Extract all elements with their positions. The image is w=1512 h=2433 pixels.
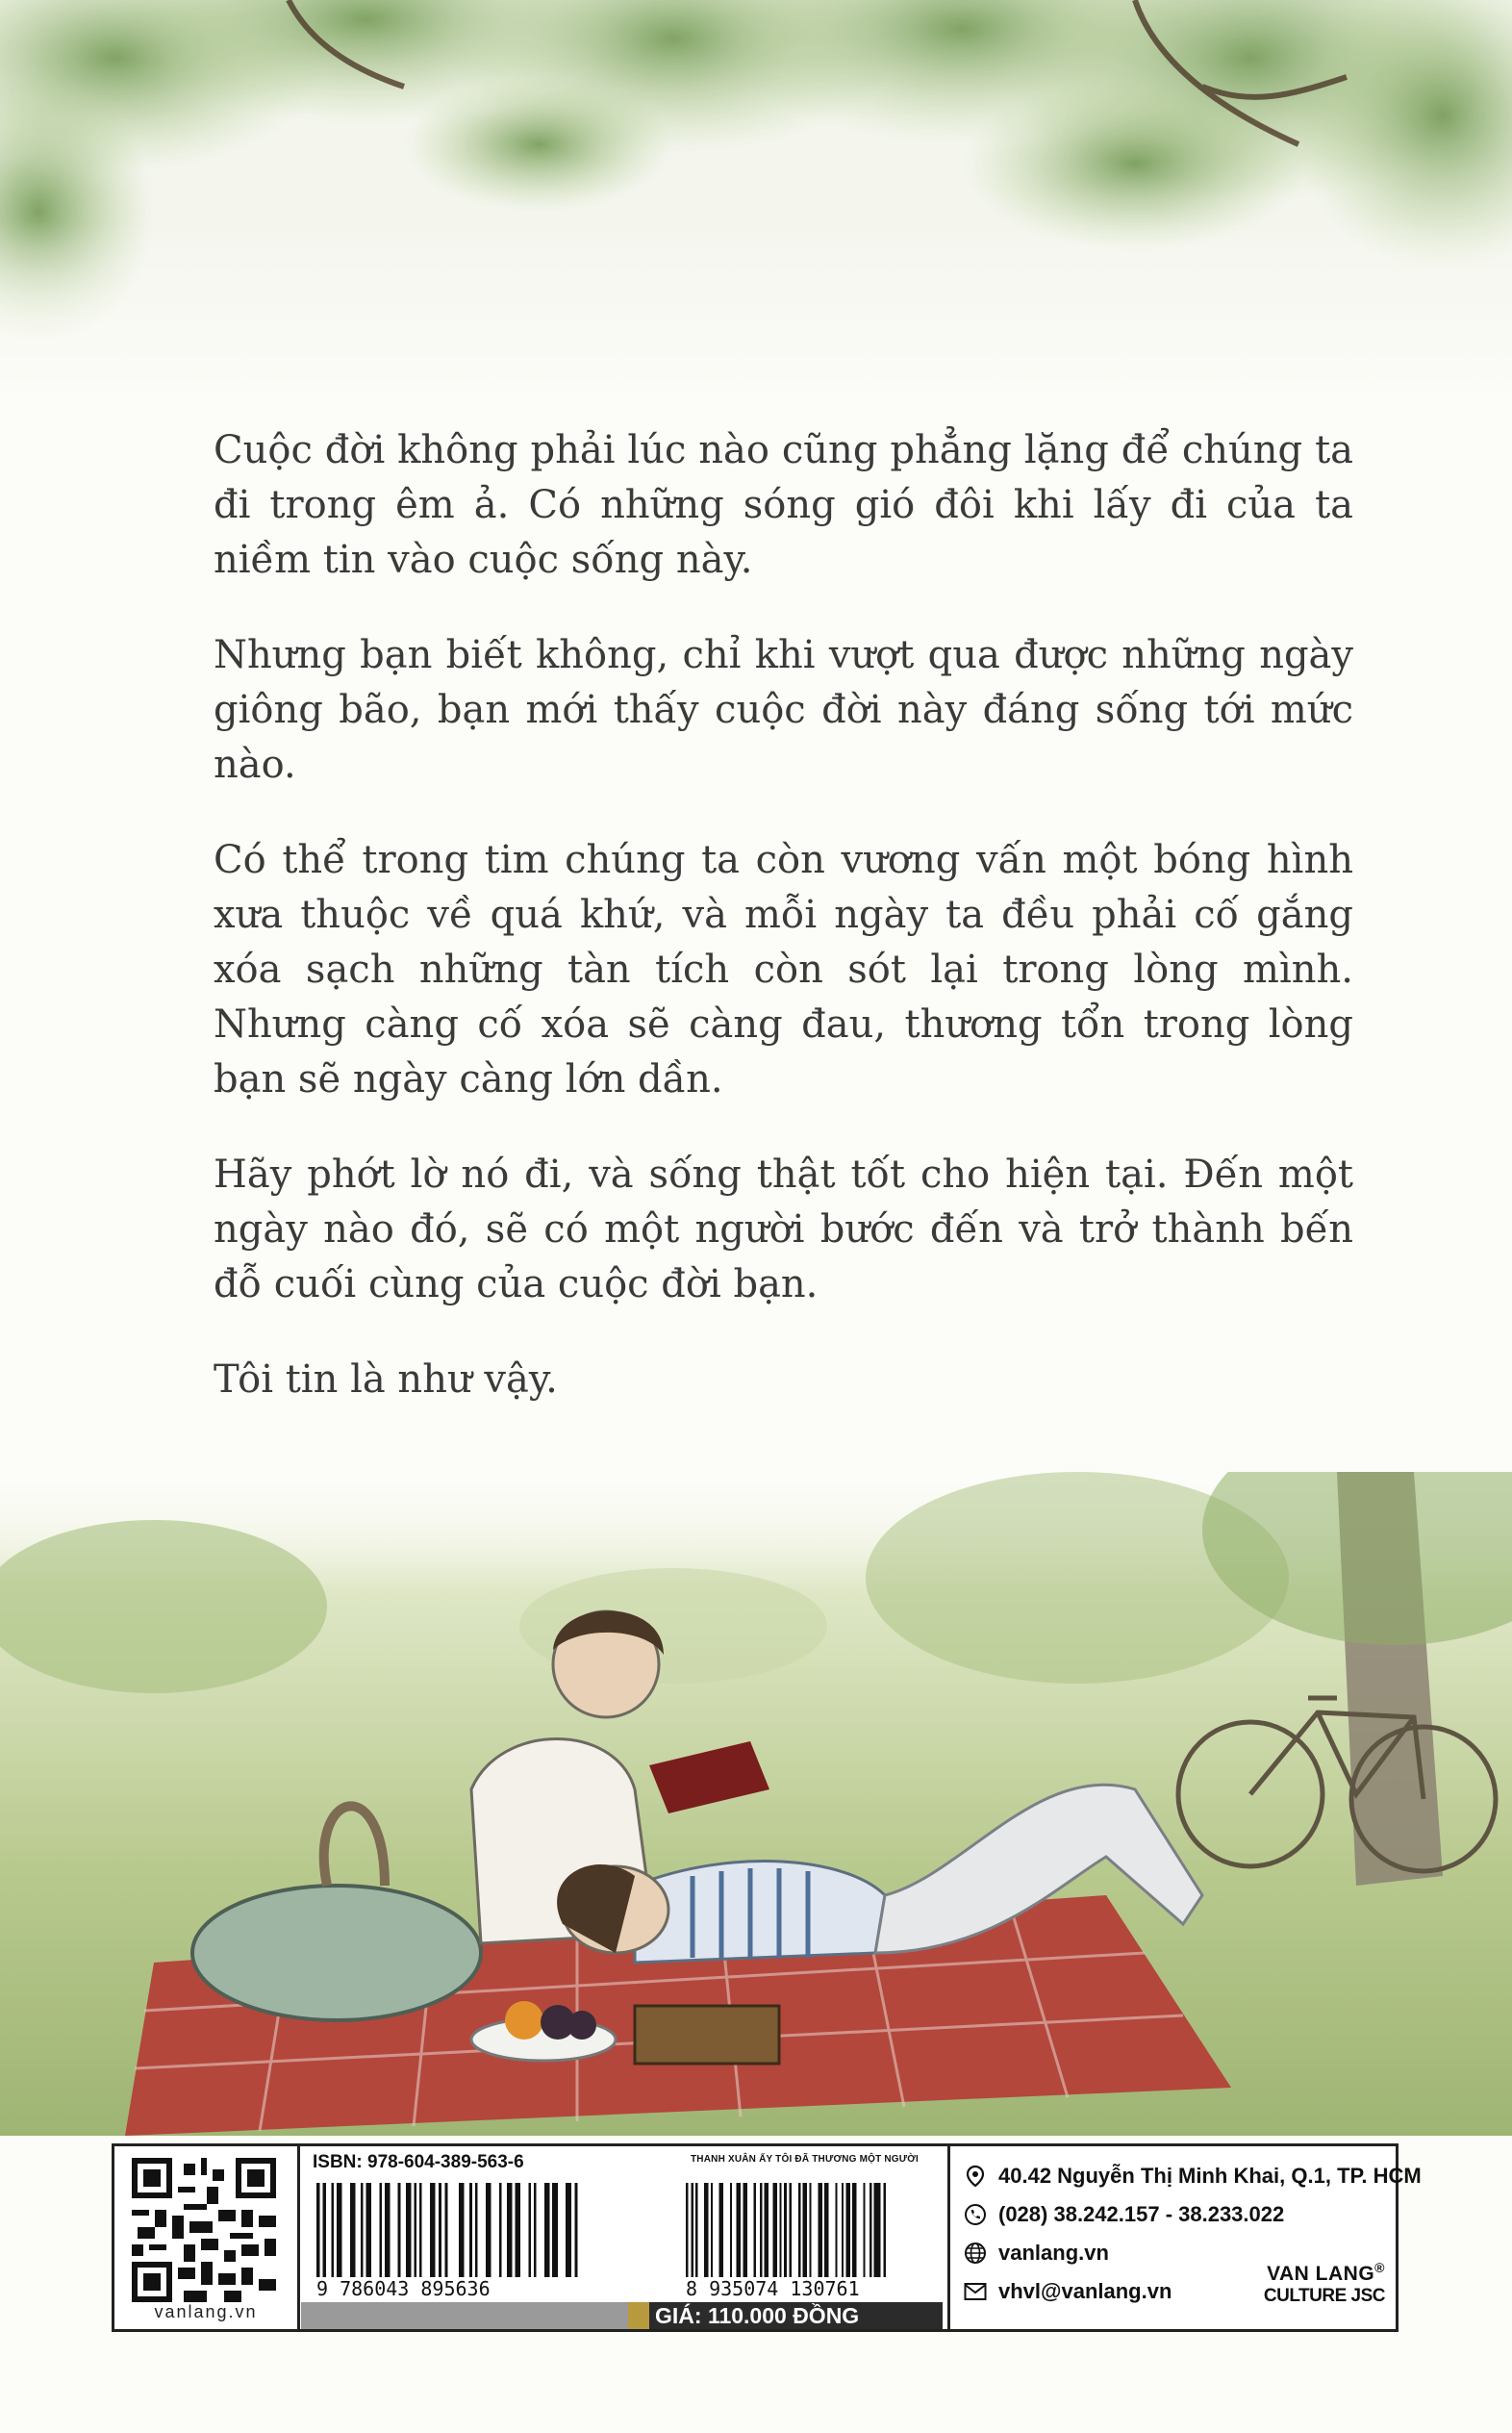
barcode-bar [730, 2183, 732, 2277]
isbn-barcode-digits: 9 786043 895636 [316, 2277, 491, 2300]
barcode-bar [486, 2183, 491, 2277]
barcode-bar [552, 2183, 558, 2277]
price: GIÁ: 110.000 ĐỒNG [655, 2303, 860, 2328]
foliage-illustration [0, 0, 1512, 404]
barcode-bar [365, 2183, 371, 2277]
barcode-bar [824, 2183, 828, 2277]
barcode-bar [331, 2183, 334, 2277]
barcode-bar [869, 2183, 871, 2277]
barcode-bar [842, 2183, 844, 2277]
barcode-bar [695, 2183, 697, 2277]
paragraph: Nhưng bạn biết không, chỉ khi vượt qua được những ngày giông bão, bạn mới thấy cuộc đời này đáng sống tới mức nào. [214, 633, 1353, 787]
barcode-bar [337, 2183, 342, 2277]
website-row [964, 2241, 1109, 2266]
barcode-bar [737, 2183, 741, 2277]
paragraph: Tôi tin là như vậy. [214, 1357, 558, 1402]
barcode-bar [459, 2183, 465, 2277]
address: 40.42 Nguyễn Thị Minh Khai, Q.1, TP. HCM [998, 2164, 1422, 2188]
barcode-bar [574, 2183, 577, 2277]
barcode-bar [469, 2183, 472, 2277]
product-barcode [686, 2183, 926, 2277]
blurb-text [214, 423, 1353, 1448]
isbn-label: ISBN: 978-604-389-563-6 [313, 2152, 524, 2172]
barcode-bar [765, 2183, 769, 2277]
price-accent [628, 2302, 649, 2329]
isbn-barcode [316, 2183, 615, 2277]
barcode-bar [528, 2183, 531, 2277]
barcode-bar [398, 2183, 401, 2277]
phone-row [964, 2202, 1284, 2227]
barcode-bar [515, 2183, 520, 2277]
barcode-bar [835, 2183, 837, 2277]
paragraph: Hãy phớt lờ nó đi, và sống thật tốt cho hiện tại. Đến một ngày nào đó, sẽ có một người bước đến và trở thành bến đỗ cuối cùng của cuộc đời bạn. [214, 1153, 1353, 1306]
barcode-bar [406, 2183, 412, 2277]
registered-mark: ® [1374, 2260, 1385, 2275]
brand-name: VAN LANG [1267, 2263, 1375, 2285]
barcode-bar [544, 2183, 550, 2277]
mail-icon [964, 2282, 987, 2301]
website: vanlang.vn [998, 2241, 1109, 2265]
barcode-bar [798, 2183, 800, 2277]
barcode-bar [874, 2183, 878, 2277]
barcode-bar [439, 2183, 441, 2277]
barcode-bar [784, 2183, 787, 2277]
barcode-bar [534, 2183, 537, 2277]
barcode-bar [845, 2183, 849, 2277]
email-row [964, 2279, 1172, 2304]
brand-subtitle: CULTURE JSC [1263, 2286, 1385, 2306]
address-row [964, 2164, 1422, 2189]
phone-icon [964, 2203, 987, 2226]
barcode-bar [507, 2183, 513, 2277]
book-title-small: THANH XUÂN ẤY TÔI ĐÃ THƯƠNG MỘT NGƯỜI [691, 2154, 919, 2165]
barcode-bar [379, 2183, 382, 2277]
globe-icon [964, 2242, 987, 2265]
barcode-bar [566, 2183, 568, 2277]
barcode-bar [691, 2183, 693, 2277]
barcode-bar [773, 2183, 777, 2277]
paragraph: Cuộc đời không phải lúc nào cũng phẳng lặng để chúng ta đi trong êm ả. Có những sóng gió đôi khi lấy đi của ta niềm tin vào cuộc sống này. [214, 428, 1353, 582]
barcode-bar [760, 2183, 762, 2277]
publisher-info-strip [112, 2143, 1422, 2332]
barcode-bar [704, 2183, 708, 2277]
barcode-bar [475, 2183, 478, 2277]
barcode-bar [444, 2183, 447, 2277]
barcode-bar [414, 2183, 416, 2277]
barcode-bar [316, 2183, 319, 2277]
barcode-bar [686, 2183, 689, 2277]
barcode-bar [852, 2183, 856, 2277]
barcode-bar [803, 2183, 807, 2277]
product-barcode-digits: 8 935074 130761 [686, 2277, 860, 2300]
barcode-bar [711, 2183, 713, 2277]
barcode-bar [350, 2183, 356, 2277]
barcode-bar [743, 2183, 746, 2277]
barcode-bar [779, 2183, 781, 2277]
barcode-bar [361, 2183, 364, 2277]
barcode-bar [883, 2183, 886, 2277]
barcode-bar [419, 2183, 422, 2277]
qr-code [132, 2158, 276, 2302]
barcode-bar [499, 2183, 502, 2277]
barcode-bar [754, 2183, 756, 2277]
barcode-bar [430, 2183, 436, 2277]
publisher-logo [1264, 2260, 1385, 2307]
picnic-illustration [0, 1472, 1512, 2136]
qr-code-panel [114, 2146, 300, 2329]
price-bar [628, 2302, 943, 2329]
barcode-bar [323, 2183, 326, 2277]
barcode-bar [809, 2183, 811, 2277]
barcode-bar [385, 2183, 391, 2277]
location-icon [964, 2165, 987, 2188]
barcode-bar [790, 2183, 793, 2277]
contact-panel [947, 2146, 1422, 2329]
phone: (028) 38.242.157 - 38.233.022 [998, 2202, 1285, 2226]
isbn-barcode-panel [301, 2146, 943, 2329]
barcode-bar [568, 2183, 571, 2277]
barcode-bar [878, 2183, 881, 2277]
gray-bar [301, 2302, 628, 2329]
email: vhvl@vanlang.vn [998, 2279, 1172, 2303]
barcode-bar [818, 2183, 821, 2277]
barcode-bar [719, 2183, 723, 2277]
qr-url: vanlang.vn [154, 2302, 258, 2321]
paragraph: Có thể trong tim chúng ta còn vương vấn một bóng hình xưa thuộc về quá khứ, và mỗi ngày ta đều phải cố gắng xóa sạch những tàn tích còn sót lại trong lòng mình. Nhưng càng cố xóa sẽ càng đau, thương tổn trong lòng bạn sẽ ngày càng lớn dần. [214, 838, 1353, 1102]
barcode-bar [863, 2183, 865, 2277]
